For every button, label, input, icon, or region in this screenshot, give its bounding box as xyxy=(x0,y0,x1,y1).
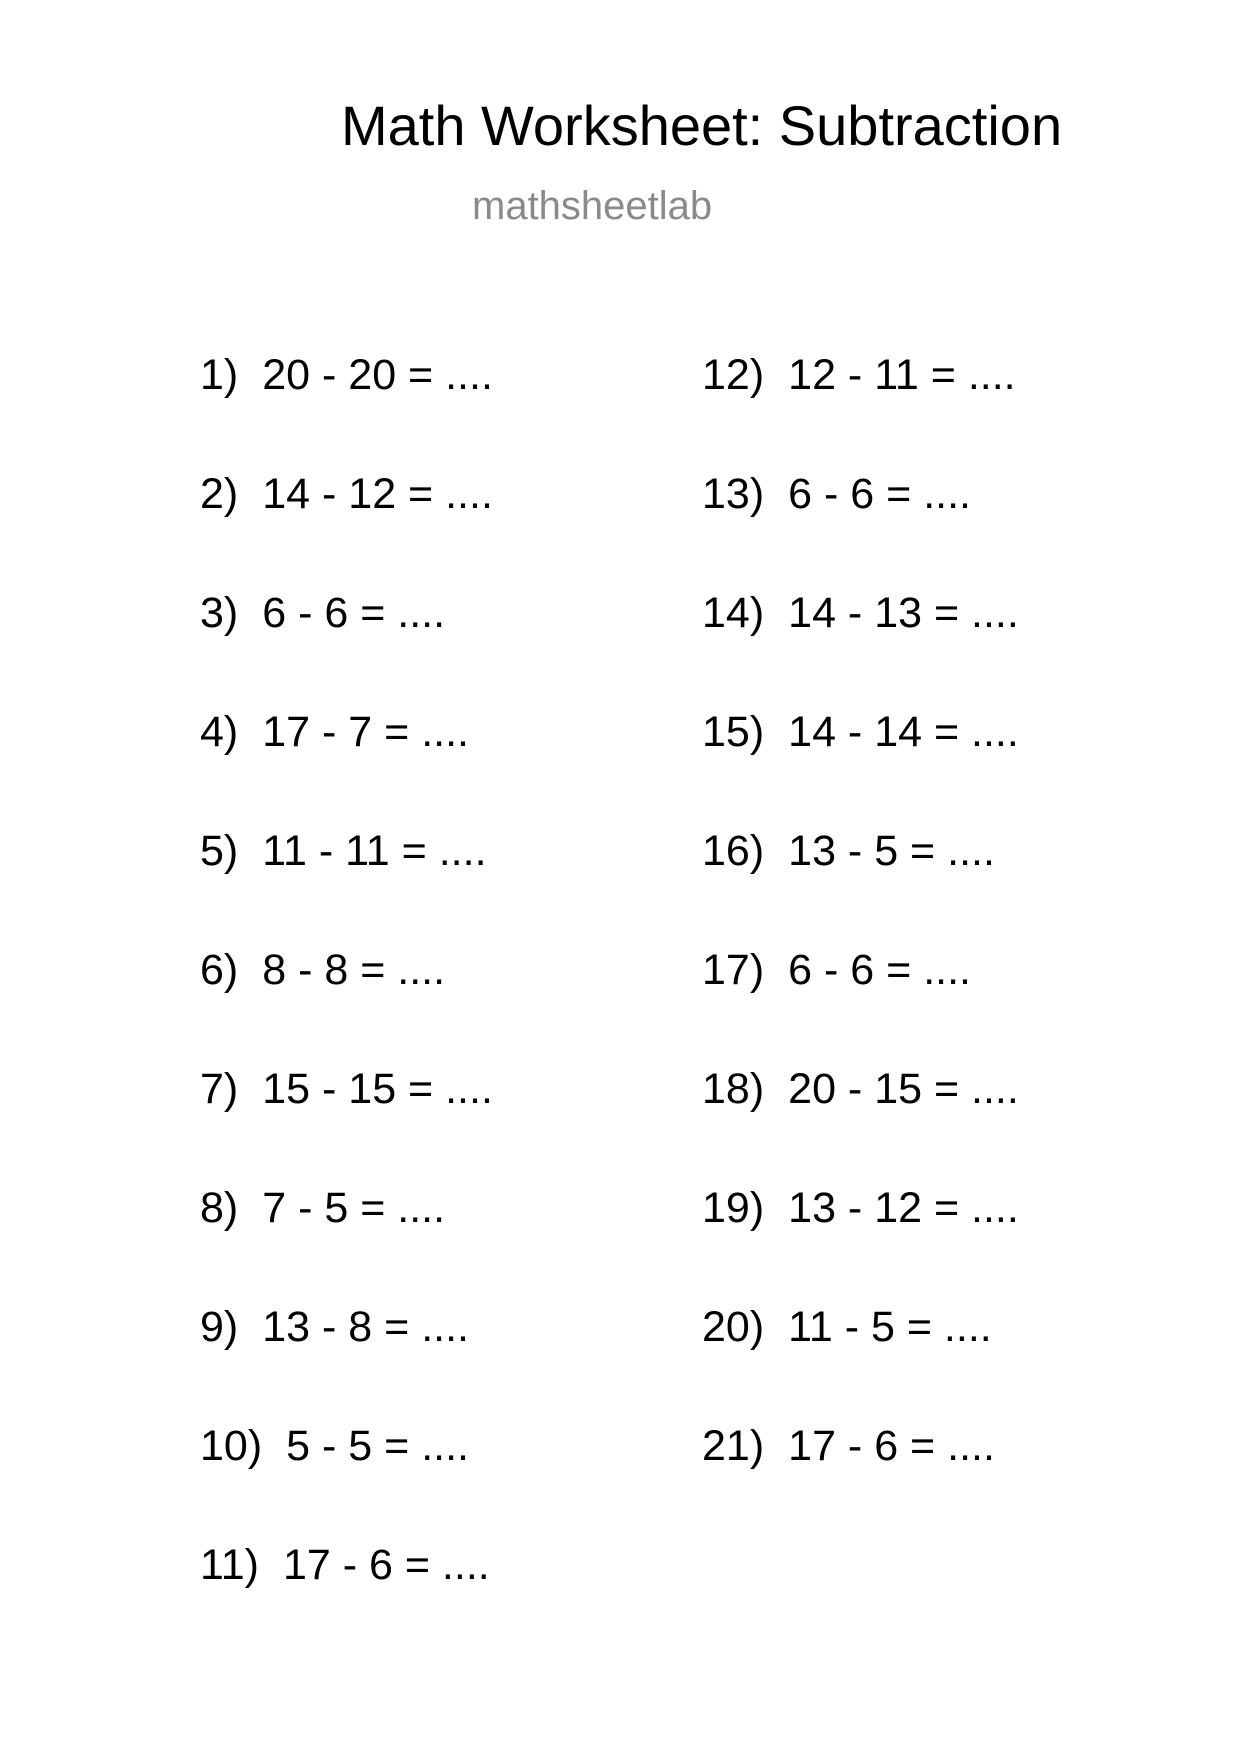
problem-item xyxy=(702,1065,1019,1113)
problem-item xyxy=(702,708,1019,756)
problem-number: 21) xyxy=(702,1422,765,1470)
problem-expression: 8 - 8 = .... xyxy=(262,946,446,994)
problem-number: 14) xyxy=(702,589,765,637)
problem-expression: 13 - 5 = .... xyxy=(788,827,995,875)
problem-item xyxy=(702,1184,1019,1232)
problem-number: 16) xyxy=(702,827,765,875)
problem-expression: 14 - 14 = .... xyxy=(788,708,1019,756)
problem-expression: 5 - 5 = .... xyxy=(286,1422,469,1470)
problem-item xyxy=(702,351,1016,399)
problem-item xyxy=(200,827,487,875)
problem-item xyxy=(200,589,446,637)
problem-expression: 17 - 6 = .... xyxy=(788,1422,995,1470)
problem-expression: 13 - 12 = .... xyxy=(788,1184,1019,1232)
problem-item xyxy=(702,470,971,518)
problem-item xyxy=(200,946,446,994)
problem-item xyxy=(702,827,995,875)
brand-name: mathsheetlab xyxy=(472,184,713,228)
problem-number: 5) xyxy=(200,827,239,875)
problem-item xyxy=(200,1303,469,1351)
problem-expression: 6 - 6 = .... xyxy=(262,589,446,637)
problem-expression: 12 - 11 = .... xyxy=(788,351,1016,399)
problem-expression: 17 - 7 = .... xyxy=(262,708,469,756)
problem-item xyxy=(200,708,469,756)
problem-expression: 11 - 11 = .... xyxy=(262,827,487,875)
problem-item xyxy=(200,1422,469,1470)
problem-number: 9) xyxy=(200,1303,239,1351)
problem-item xyxy=(200,1065,493,1113)
problem-number: 8) xyxy=(200,1184,239,1232)
problem-number: 7) xyxy=(200,1065,239,1113)
problem-number: 15) xyxy=(702,708,765,756)
problem-number: 2) xyxy=(200,470,239,518)
problem-item xyxy=(200,1184,446,1232)
problem-item xyxy=(702,1303,992,1351)
problem-number: 10) xyxy=(200,1422,263,1470)
problem-number: 1) xyxy=(200,351,239,399)
problem-item xyxy=(200,351,493,399)
problem-expression: 11 - 5 = .... xyxy=(788,1303,992,1351)
problem-number: 20) xyxy=(702,1303,765,1351)
problem-number: 17) xyxy=(702,946,765,994)
problem-item xyxy=(702,589,1019,637)
problem-expression: 20 - 15 = .... xyxy=(788,1065,1019,1113)
problem-expression: 6 - 6 = .... xyxy=(788,946,971,994)
problem-item xyxy=(702,946,971,994)
problem-expression: 6 - 6 = .... xyxy=(788,470,971,518)
problem-number: 12) xyxy=(702,351,765,399)
problem-expression: 7 - 5 = .... xyxy=(262,1184,446,1232)
problem-number: 18) xyxy=(702,1065,765,1113)
problem-expression: 20 - 20 = .... xyxy=(262,351,493,399)
problem-number: 11) xyxy=(200,1541,259,1589)
problem-number: 6) xyxy=(200,946,239,994)
problem-item xyxy=(200,1541,490,1589)
problem-number: 19) xyxy=(702,1184,765,1232)
worksheet-title: Math Worksheet: Subtraction xyxy=(341,94,1063,157)
problem-number: 13) xyxy=(702,470,765,518)
problem-number: 3) xyxy=(200,589,239,637)
problem-expression: 14 - 12 = .... xyxy=(262,470,493,518)
problem-expression: 14 - 13 = .... xyxy=(788,589,1019,637)
problem-expression: 13 - 8 = .... xyxy=(262,1303,469,1351)
problem-item xyxy=(702,1422,995,1470)
problem-expression: 15 - 15 = .... xyxy=(262,1065,493,1113)
problem-item xyxy=(200,470,493,518)
problem-number: 4) xyxy=(200,708,239,756)
problem-expression: 17 - 6 = .... xyxy=(282,1541,490,1589)
